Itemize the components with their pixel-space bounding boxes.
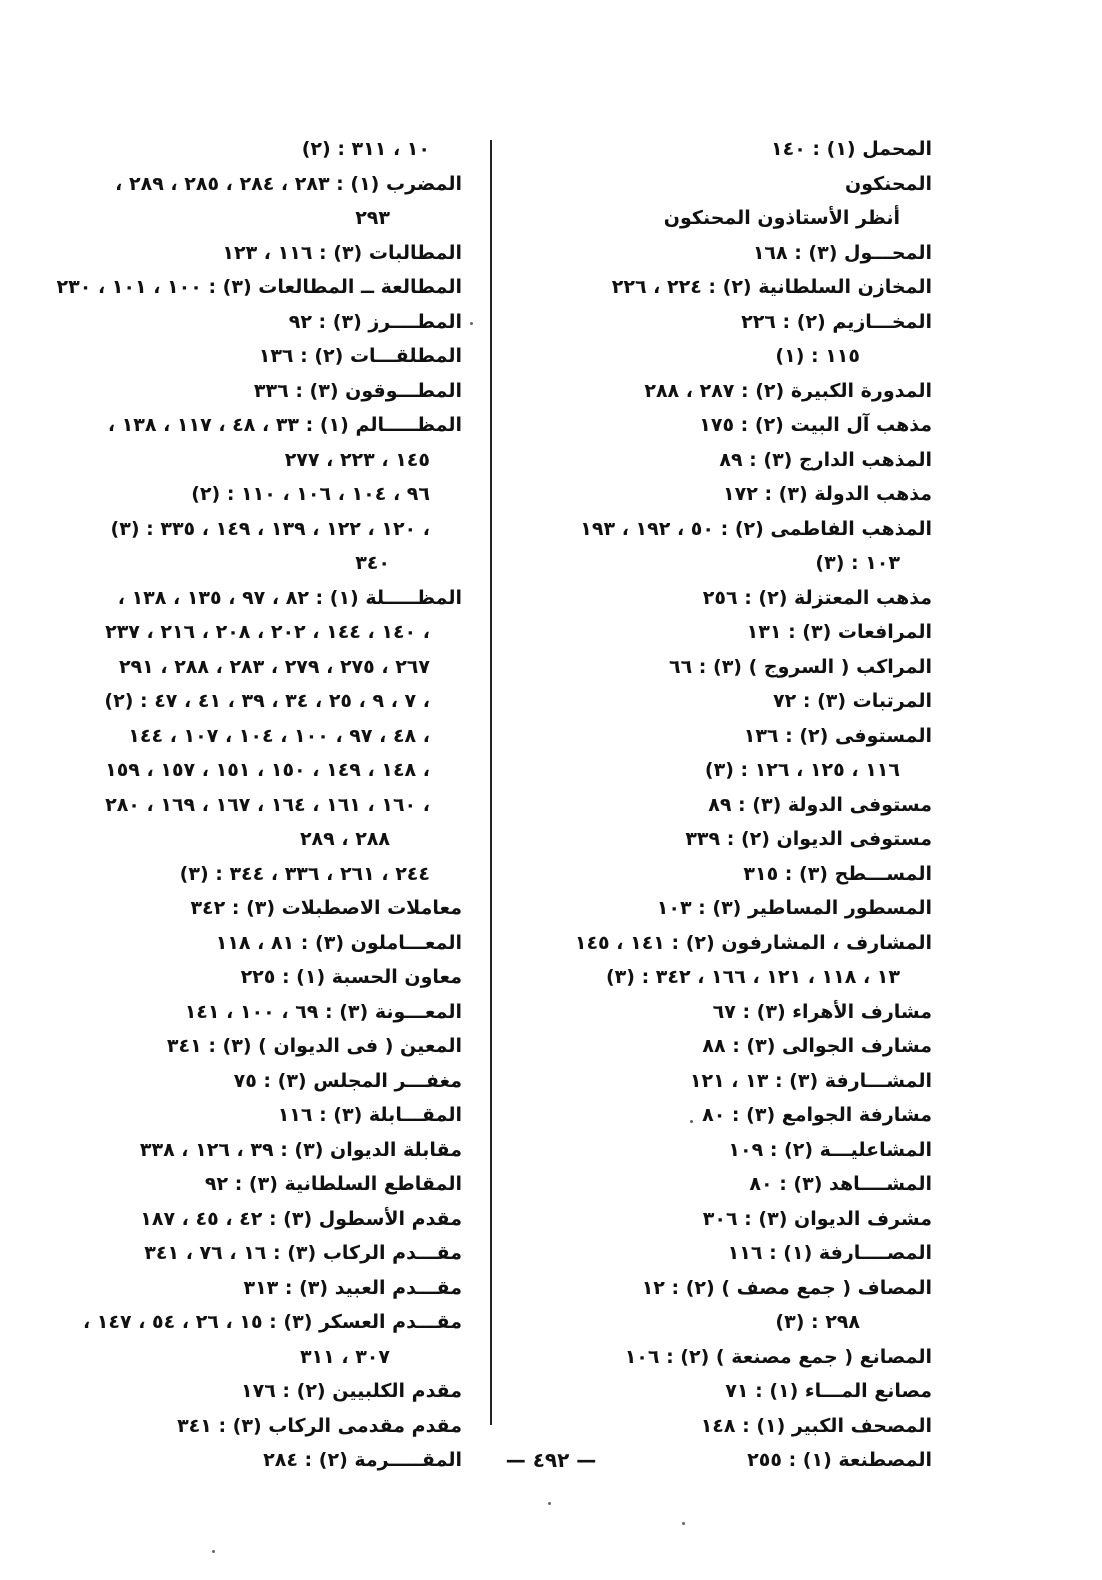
index-entry: المرتبات (٣) : ٧٢ — [773, 690, 932, 712]
index-entry: المعين ( فى الديوان ) (٣) : ٣٤١ — [166, 1035, 462, 1057]
index-entry: المظـــــالم (١) : ٣٣ ، ٤٨ ، ١١٧ ، ١٣٨ ، — [107, 414, 462, 436]
index-entry: المطـــوقون (٣) : ٣٣٦ — [253, 379, 462, 402]
index-entry: مستوفى الديوان (٢) : ٣٣٩ — [685, 828, 932, 850]
index-entry: المعـــونة (٣) : ٦٩ ، ١٠٠ ، ١٤١ — [184, 1000, 462, 1023]
index-entry: المدورة الكبيرة (٢) : ٢٨٧ ، ٢٨٨ — [644, 379, 932, 402]
index-entry: المصحف الكبير (١) : ١٤٨ — [700, 1414, 932, 1437]
index-entry: ٣٠٧ ، ٣١١ — [299, 1345, 390, 1368]
index-entry: مشارف الأهراء (٣) : ٦٧ — [712, 1000, 932, 1023]
index-entry: المذهب الدارج (٣) : ٨٩ — [719, 448, 932, 471]
index-entry: المشارف ، المشارفون (٢) : ١٤١ ، ١٤٥ — [574, 931, 932, 954]
index-entry: مقدم الأسطول (٣) : ٤٢ ، ٤٥ ، ١٨٧ — [140, 1207, 462, 1230]
index-entry: المقـــابلة (٣) : ١١٦ — [277, 1104, 462, 1126]
index-entry: المصــــارفة (١) : ١١٦ — [727, 1242, 932, 1264]
index-entry: ٤٨ ، ٩٧ ، ١٠٠ ، ١٠٤ ، ١٠٧ ، ١٤٤ ، — [128, 724, 430, 747]
index-entry: (٢) : ٩٦ ، ١٠٤ ، ١٠٦ ، ١١٠ — [191, 483, 430, 505]
index-entry: ١٤٠ ، ١٤٤ ، ٢٠٢ ، ٢٠٨ ، ٢١٦ ، ٢٣٧ ، — [105, 621, 430, 643]
index-entry: المستوفى (٢) : ١٣٦ — [743, 724, 932, 747]
index-entry: المســـطح (٣) : ٣١٥ — [743, 862, 932, 885]
index-entry: مقابلة الديوان (٣) : ٣٩ ، ١٢٦ ، ٣٣٨ — [139, 1138, 462, 1161]
index-entry: المشاعليـــة (٢) : ١٠٩ — [728, 1138, 932, 1161]
index-entry: المحـــول (٣) : ١٦٨ — [752, 241, 932, 264]
index-entry: مقدم مقدمى الركاب (٣) : ٣٤١ — [177, 1414, 462, 1437]
index-entry: مغفـــر المجلس (٣) : ٧٥ — [233, 1069, 462, 1092]
index-entry: مقدم الكلبيين (٢) : ١٧٦ — [241, 1380, 462, 1402]
index-entry: (٢) : ١٠ ، ٣١١ — [301, 138, 430, 160]
index-entry: (٣) : ٢٩٨ — [775, 1311, 860, 1333]
index-entry: المخازن السلطانية (٢) : ٢٢٤ ، ٢٢٦ — [611, 276, 932, 298]
index-entry: ١٤٨ ، ١٤٩ ، ١٥٠ ، ١٥١ ، ١٥٧ ، ١٥٩ ، — [105, 759, 430, 781]
index-entry: المقاطع السلطانية (٣) : ٩٢ — [204, 1173, 462, 1195]
index-entry: المطالعة ــ المطالعات (٣) : ١٠٠ ، ١٠١ ، ٢٣٠ — [56, 276, 462, 298]
index-entry: مستوفى الدولة (٣) : ٨٩ — [708, 793, 932, 816]
index-entry: (١) : ١١٥ — [775, 345, 860, 367]
index-entry: (٢) : ٧ ، ٩ ، ٢٥ ، ٣٤ ، ٣٩ ، ٤١ ، ٤٧ ، — [104, 690, 430, 712]
index-entry: (٣) : ١٣ ، ١١٨ ، ١٢١ ، ١٦٦ ، ٣٤٢ — [605, 966, 900, 988]
index-entry: مشرف الديوان (٣) : ٣٠٦ — [702, 1207, 932, 1230]
paper-speck — [212, 1550, 215, 1553]
index-entry: (٣) : ١١٦ ، ١٢٥ ، ١٢٦ — [704, 759, 900, 781]
index-entry: ١٤٥ ، ٢٢٣ ، ٢٧٧ — [284, 448, 430, 471]
index-entry: مشارفة الجوامع (٣) : ٨٠ — [702, 1104, 932, 1126]
index-entry: المظـــــلة (١) : ٨٢ ، ٩٧ ، ١٣٥ ، ١٣٨ ، — [117, 586, 462, 609]
index-entry: المطلقـــات (٢) : ١٣٦ — [258, 345, 462, 367]
index-entry: المحمل (١) : ١٤٠ — [771, 138, 932, 160]
index-entry: المصاف ( جمع مصف ) (٢) : ١٢ — [641, 1276, 932, 1299]
index-entry: ٢٦٧ ، ٢٧٥ ، ٢٧٩ ، ٢٨٣ ، ٢٨٨ ، ٢٩١ — [118, 655, 430, 678]
index-entry: مذهب الدولة (٣) : ١٧٢ — [723, 483, 932, 505]
index-entry: المذهب الفاطمى (٢) : ٥٠ ، ١٩٢ ، ١٩٣ — [580, 517, 932, 540]
index-entry: المخـــازيم (٢) : ٢٢٦ — [741, 310, 932, 333]
index-entry: أنظر الأستاذون المحنكون — [663, 207, 900, 229]
index-entry: مذهب آل البيت (٢) : ١٧٥ — [699, 414, 932, 436]
index-entry: معاملات الاصطبلات (٣) : ٣٤٢ — [190, 897, 462, 919]
index-entry: المراكب ( السروج ) (٣) : ٦٦ — [668, 655, 932, 678]
index-entry: المشـــارفة (٣) : ١٣ ، ١٢١ — [689, 1069, 932, 1092]
index-entry: مشارف الجوالى (٣) : ٨٨ — [702, 1035, 932, 1057]
page-number: — ٤٩٢ — — [505, 1448, 597, 1472]
index-entry: ٢٩٣ — [355, 207, 390, 229]
index-entry: ٢٨٨ ، ٢٨٩ — [299, 828, 390, 850]
index-entry: ٣٤٠ — [355, 552, 390, 574]
index-entry: المصانع ( جمع مصنعة ) (٢) : ١٠٦ — [624, 1345, 932, 1368]
index-entry: مقـــدم الركاب (٣) : ١٦ ، ٧٦ ، ٣٤١ — [144, 1242, 462, 1264]
index-entry: مصانع المـــاء (١) : ٧١ — [725, 1380, 932, 1402]
index-entry: المرافعات (٣) : ١٣١ — [746, 621, 932, 643]
index-entry: المصطنعة (١) : ٢٥٥ — [747, 1449, 932, 1471]
index-entry: المقـــــرمة (٢) : ٢٨٤ — [263, 1449, 462, 1471]
index-entry: المضرب (١) : ٢٨٣ ، ٢٨٤ ، ٢٨٥ ، ٢٨٩ ، — [115, 172, 462, 195]
index-entry: مذهب المعتزلة (٢) : ٢٥٦ — [702, 586, 932, 609]
index-entry: (٣) : ١٠٣ — [815, 552, 900, 574]
paper-speck — [682, 1522, 685, 1525]
index-entry: المطالبات (٣) : ١١٦ ، ١٢٣ — [222, 241, 462, 264]
paper-speck — [548, 1502, 551, 1505]
paper-speck — [690, 1120, 693, 1123]
index-entry: (٣) : ٢٤٤ ، ٢٦١ ، ٣٣٦ ، ٣٤٤ — [179, 862, 430, 885]
index-entry: مقـــدم العبيد (٣) : ٣١٣ — [243, 1276, 462, 1299]
index-entry: المحنكون — [844, 172, 932, 195]
index-column-right — [502, 132, 932, 1478]
index-entry: المسطور المساطير (٣) : ١٠٣ — [656, 897, 932, 919]
index-entry: ١٦٠ ، ١٦١ ، ١٦٤ ، ١٦٧ ، ١٦٩ ، ٢٨٠ ، — [105, 793, 430, 816]
index-entry: مقـــدم العسكر (٣) : ١٥ ، ٢٦ ، ٥٤ ، ١٤٧ ، — [82, 1311, 462, 1333]
column-divider — [490, 140, 492, 1425]
index-entry: (٣) : ١٢٠ ، ١٢٢ ، ١٣٩ ، ١٤٩ ، ٣٣٥ ، — [110, 517, 430, 540]
index-entry: معاون الحسبة (١) : ٢٢٥ — [240, 966, 462, 988]
index-column-left — [42, 132, 462, 1478]
index-entry: المشــــاهد (٣) : ٨٠ — [749, 1173, 932, 1195]
index-entry: المعـــاملون (٣) : ٨١ ، ١١٨ — [215, 931, 462, 954]
paper-speck — [470, 322, 473, 325]
index-entry: المطــــرز (٣) : ٩٢ — [288, 310, 462, 333]
